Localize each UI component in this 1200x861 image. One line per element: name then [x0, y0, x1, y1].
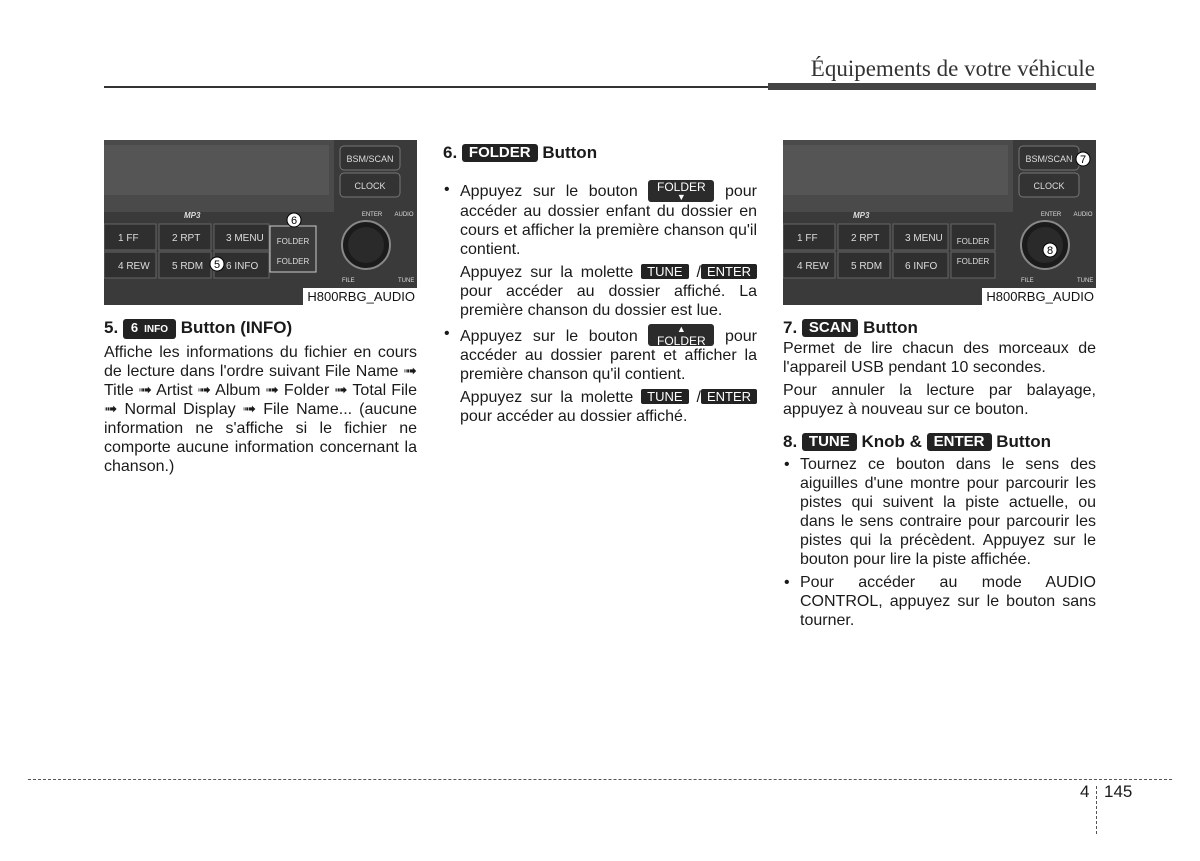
section-6-bullet-2: • Appuyez sur le bouton ▲ FOLDER pour accéder au dossier parent et afficher la première chanson qu'il contient.	[443, 324, 757, 384]
svg-text:FILE: FILE	[342, 278, 355, 284]
audio-panel-illustration	[104, 140, 417, 305]
chapter-number: 4	[1080, 782, 1090, 801]
section-6-sub-1: Appuyez sur la molette TUNE / ENTER pour accéder au dossier affiché. La première chanson du dossier est lue.	[460, 264, 757, 319]
column-middle	[443, 140, 757, 426]
enter-tag: ENTER	[701, 264, 757, 279]
svg-text:FOLDER: FOLDER	[956, 257, 990, 266]
svg-text:ENTER: ENTER	[361, 212, 383, 218]
header-bar	[768, 83, 1096, 90]
svg-text:2 RPT: 2 RPT	[172, 233, 201, 244]
photo-caption: H800RBG_AUDIO	[982, 288, 1096, 305]
page-number: 145	[1104, 782, 1133, 801]
svg-text:CLOCK: CLOCK	[354, 181, 386, 191]
svg-text:1 FF: 1 FF	[797, 233, 818, 244]
enter-tag: ENTER	[701, 389, 757, 404]
section-6-sub-2: Appuyez sur la molette TUNE / ENTER pour accéder au dossier affiché.	[443, 388, 757, 426]
enter-tag: ENTER	[927, 433, 992, 451]
svg-text:7: 7	[1079, 154, 1087, 166]
audio-panel-illustration	[783, 140, 1096, 305]
svg-text:BSM/SCAN: BSM/SCAN	[1025, 154, 1073, 164]
section-5-body: Affiche les informations du fichier en cours de lecture dans l'ordre suivant File Name ➟ Title ➟ Artist ➟ Album ➟ Folder ➟ Total File ➟ Normal Display ➟ File Name... (aucune information ne s'affiche si le fichier ne comporte aucune information concernant la chanson.)	[104, 344, 417, 475]
svg-text:5 RDM: 5 RDM	[851, 261, 883, 272]
column-left	[104, 140, 417, 476]
tune-tag: TUNE	[802, 433, 857, 451]
svg-text:8: 8	[1046, 245, 1054, 257]
section-8-bullet-2: • Pour accéder au mode AUDIO CONTROL, appuyez sur le bouton sans tourner.	[783, 573, 1096, 630]
svg-text:BSM/SCAN: BSM/SCAN	[346, 154, 394, 164]
audio-panel-photo-left	[104, 140, 417, 305]
svg-text:AUDIO: AUDIO	[394, 212, 414, 218]
svg-text:FOLDER: FOLDER	[276, 257, 310, 266]
svg-text:4 REW: 4 REW	[118, 261, 150, 272]
footer-rule	[28, 779, 1172, 780]
column-right	[783, 140, 1096, 630]
svg-text:FOLDER: FOLDER	[276, 237, 310, 246]
folder-tag: FOLDER	[462, 144, 538, 162]
svg-text:ENTER: ENTER	[1040, 212, 1062, 218]
svg-text:1 FF: 1 FF	[118, 233, 139, 244]
audio-panel-photo-right	[783, 140, 1096, 305]
section-6-heading: 6. FOLDER Button	[443, 143, 598, 162]
footer-divider	[1096, 786, 1097, 834]
section-7-body-1: Permet de lire chacun des morceaux de l'appareil USB pendant 10 secondes.	[783, 340, 1096, 376]
scan-tag: SCAN	[802, 319, 859, 337]
tune-tag: TUNE	[641, 264, 688, 279]
section-6-bullet-1: • Appuyez sur le bouton FOLDER ▼ pour accéder au dossier enfant du dossier en cours et afficher la première chanson qu'il contient.	[443, 180, 757, 259]
folder-up-button-icon: ▲ FOLDER	[648, 324, 714, 346]
svg-text:CLOCK: CLOCK	[1033, 181, 1065, 191]
svg-text:3 MENU: 3 MENU	[905, 233, 943, 244]
svg-text:FILE: FILE	[1021, 278, 1034, 284]
svg-text:5 RDM: 5 RDM	[172, 261, 204, 272]
header-rule	[104, 86, 768, 88]
page-header-title: Équipements de votre véhicule	[810, 56, 1095, 81]
svg-text:MP3: MP3	[184, 211, 201, 220]
svg-text:2 RPT: 2 RPT	[851, 233, 880, 244]
svg-text:FOLDER: FOLDER	[956, 237, 990, 246]
info-button-tag: 6 INFO	[123, 319, 176, 339]
svg-text:6: 6	[290, 215, 298, 227]
section-8-bullet-1: • Tournez ce bouton dans le sens des aiguilles d'une montre pour parcourir les pistes qui suivent la piste actuelle, ou dans le sens contraire pour parcourir les pistes qui la précèdent. Appuyez sur le bouton pour lire la piste affichée.	[783, 455, 1096, 569]
tune-tag: TUNE	[641, 389, 688, 404]
svg-text:6 INFO: 6 INFO	[905, 261, 938, 272]
svg-text:AUDIO: AUDIO	[1073, 212, 1093, 218]
section-7-heading: 7. SCAN Button	[783, 318, 918, 337]
svg-text:TUNE: TUNE	[398, 278, 415, 284]
svg-text:TUNE: TUNE	[1077, 278, 1094, 284]
section-7-body-2: Pour annuler la lecture par balayage, appuyez à nouveau sur ce bouton.	[783, 382, 1096, 418]
section-8-heading: 8. TUNE Knob & ENTER Button	[783, 432, 1052, 451]
photo-caption: H800RBG_AUDIO	[303, 288, 417, 305]
folder-down-button-icon: FOLDER ▼	[648, 180, 714, 202]
svg-text:4 REW: 4 REW	[797, 261, 829, 272]
svg-text:MP3: MP3	[853, 211, 870, 220]
svg-text:3 MENU: 3 MENU	[226, 233, 264, 244]
svg-text:5: 5	[213, 259, 221, 271]
section-5-heading: 5. 6 INFO Button (INFO)	[104, 318, 293, 337]
svg-text:6 INFO: 6 INFO	[226, 261, 259, 272]
